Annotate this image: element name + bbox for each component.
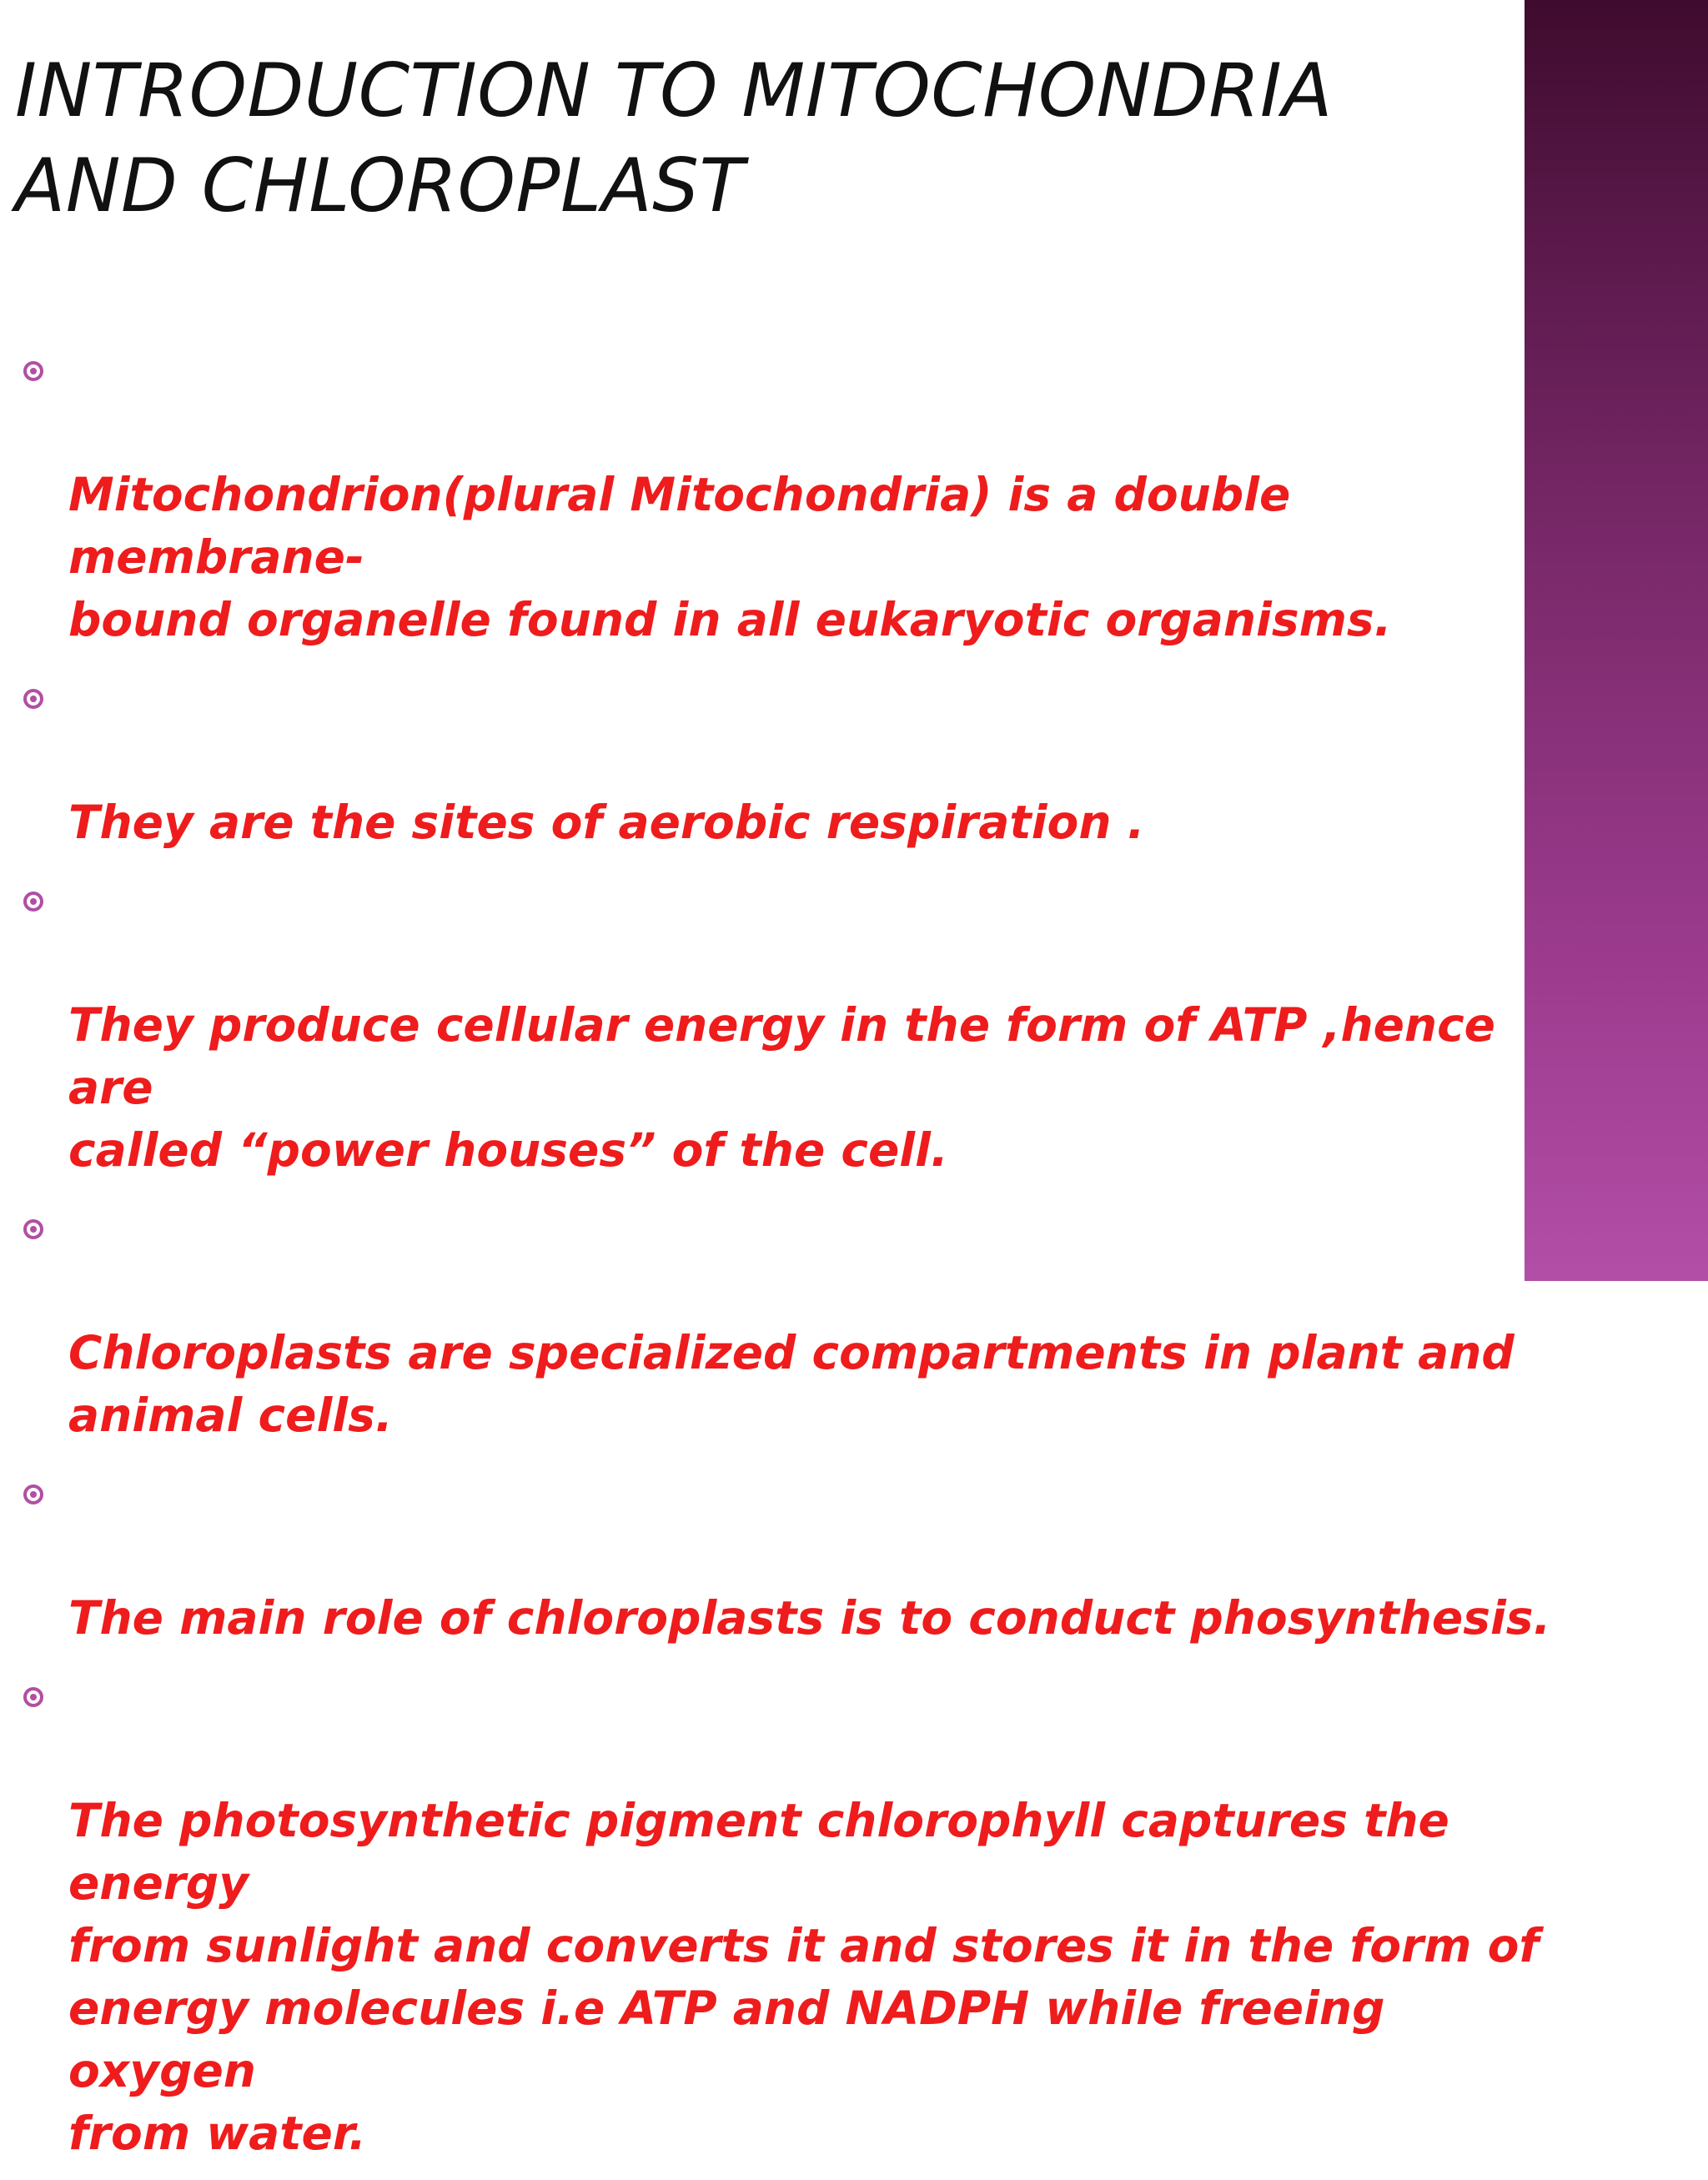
bullet-text: The photosynthetic pigment chlorophyll captures the energy from sunlight and converts it and stores it in the form of energy molecules i.e ATP and NADPH while freeing oxygen from water. xyxy=(68,1794,1540,2160)
bullet-text: Chloroplasts are specialized compartments in plant and animal cells. xyxy=(68,1326,1515,1442)
circled-dot-bullet-icon xyxy=(23,1484,43,1504)
bullet-text: They produce cellular energy in the form of ATP ,hence are called “power houses” of the cell. xyxy=(68,998,1495,1177)
bullet-text: Mitochondrion(plural Mitochondria) is a double membrane- bound organelle found in all eukaryotic organisms. xyxy=(68,468,1392,646)
circled-dot-bullet-icon xyxy=(23,1687,43,1707)
bullet-item xyxy=(0,666,1585,854)
circled-dot-bullet-icon xyxy=(23,892,43,912)
bullet-list xyxy=(0,339,1585,2180)
circled-dot-bullet-icon xyxy=(23,361,43,381)
bullet-text: They are the sites of aerobic respiration . xyxy=(68,796,1145,849)
bullet-item xyxy=(0,1197,1585,1447)
slide-title: INTRODUCTION TO MITOCHONDRIA AND CHLOROPLAST xyxy=(15,48,1333,229)
circled-dot-bullet-icon xyxy=(23,1219,43,1239)
bullet-item xyxy=(0,1462,1585,1650)
bullet-item xyxy=(0,1665,1585,2165)
bullet-item xyxy=(0,869,1585,1182)
bullet-item xyxy=(0,339,1585,651)
circled-dot-bullet-icon xyxy=(23,689,43,709)
bullet-text: The main role of chloroplasts is to conduct phosynthesis. xyxy=(68,1591,1551,1645)
